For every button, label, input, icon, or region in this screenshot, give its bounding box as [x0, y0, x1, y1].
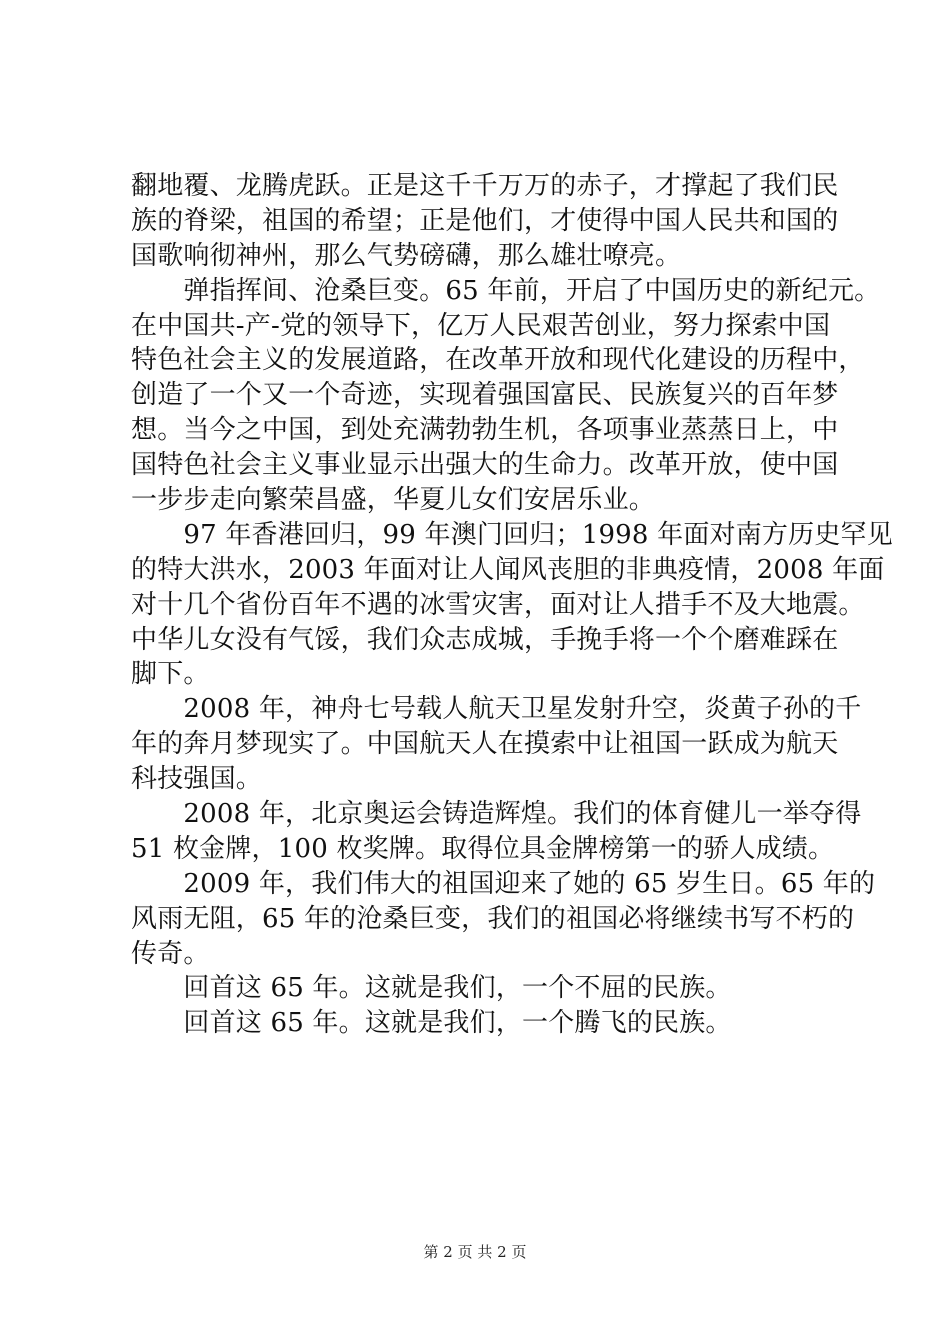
- text-line: 回首这 65 年。这就是我们，一个不屈的民族。: [131, 973, 732, 1004]
- text-line: 风雨无阻，65 年的沧桑巨变，我们的祖国必将继续书写不朽的: [131, 903, 855, 934]
- document-body: [131, 169, 893, 1041]
- text-line: 创造了一个又一个奇迹，实现着强国富民、民族复兴的百年梦: [131, 380, 839, 411]
- page-number-label: 第 2 页 共 2 页: [423, 1243, 527, 1261]
- text-line: 2009 年，我们伟大的祖国迎来了她的 65 岁生日。65 年的: [131, 868, 876, 899]
- text-line: 年的奔月梦现实了。中国航天人在摸索中让祖国一跃成为航天: [131, 729, 839, 760]
- text-line: 传奇。: [131, 938, 210, 969]
- text-line: 国特色社会主义事业显示出强大的生命力。改革开放，使中国: [131, 450, 839, 481]
- text-line: 特色社会主义的发展道路，在改革开放和现代化建设的历程中，: [131, 345, 865, 376]
- text-line: 国歌响彻神州，那么气势磅礴，那么雄壮嘹亮。: [131, 240, 682, 271]
- text-line: 2008 年，北京奥运会铸造辉煌。我们的体育健儿一举夺得: [131, 799, 862, 830]
- text-line: 中华儿女没有气馁，我们众志成城，手挽手将一个个磨难踩在: [131, 624, 839, 655]
- text-line: 97 年香港回归，99 年澳门回归；1998 年面对南方历史罕见: [131, 519, 893, 550]
- text-line: 一步步走向繁荣昌盛，华夏儿女们安居乐业。: [131, 485, 656, 516]
- text-line: 对十几个省份百年不遇的冰雪灾害，面对让人措手不及大地震。: [131, 589, 865, 620]
- text-line: 脚下。: [131, 659, 210, 690]
- page-footer: [0, 1242, 950, 1262]
- text-line: 在中国共-产-党的领导下，亿万人民艰苦创业，努力探索中国: [131, 310, 831, 341]
- text-line: 科技强国。: [131, 764, 263, 795]
- text-line: 51 枚金牌，100 枚奖牌。取得位具金牌榜第一的骄人成绩。: [131, 833, 835, 864]
- text-line: 回首这 65 年。这就是我们，一个腾飞的民族。: [131, 1008, 732, 1039]
- text-line: 弹指挥间、沧桑巨变。65 年前，开启了中国历史的新纪元。: [131, 275, 881, 306]
- text-line: 想。当今之中国，到处充满勃勃生机，各项事业蒸蒸日上，中: [131, 415, 839, 446]
- text-line: 族的脊梁，祖国的希望；正是他们，才使得中国人民共和国的: [131, 205, 839, 236]
- text-line: 翻地覆、龙腾虎跃。正是这千千万万的赤子，才撑起了我们民: [131, 171, 839, 201]
- text-line: 的特大洪水，2003 年面对让人闻风丧胆的非典疫情，2008 年面: [131, 554, 885, 585]
- text-line: 2008 年，神舟七号载人航天卫星发射升空，炎黄子孙的千: [131, 694, 862, 725]
